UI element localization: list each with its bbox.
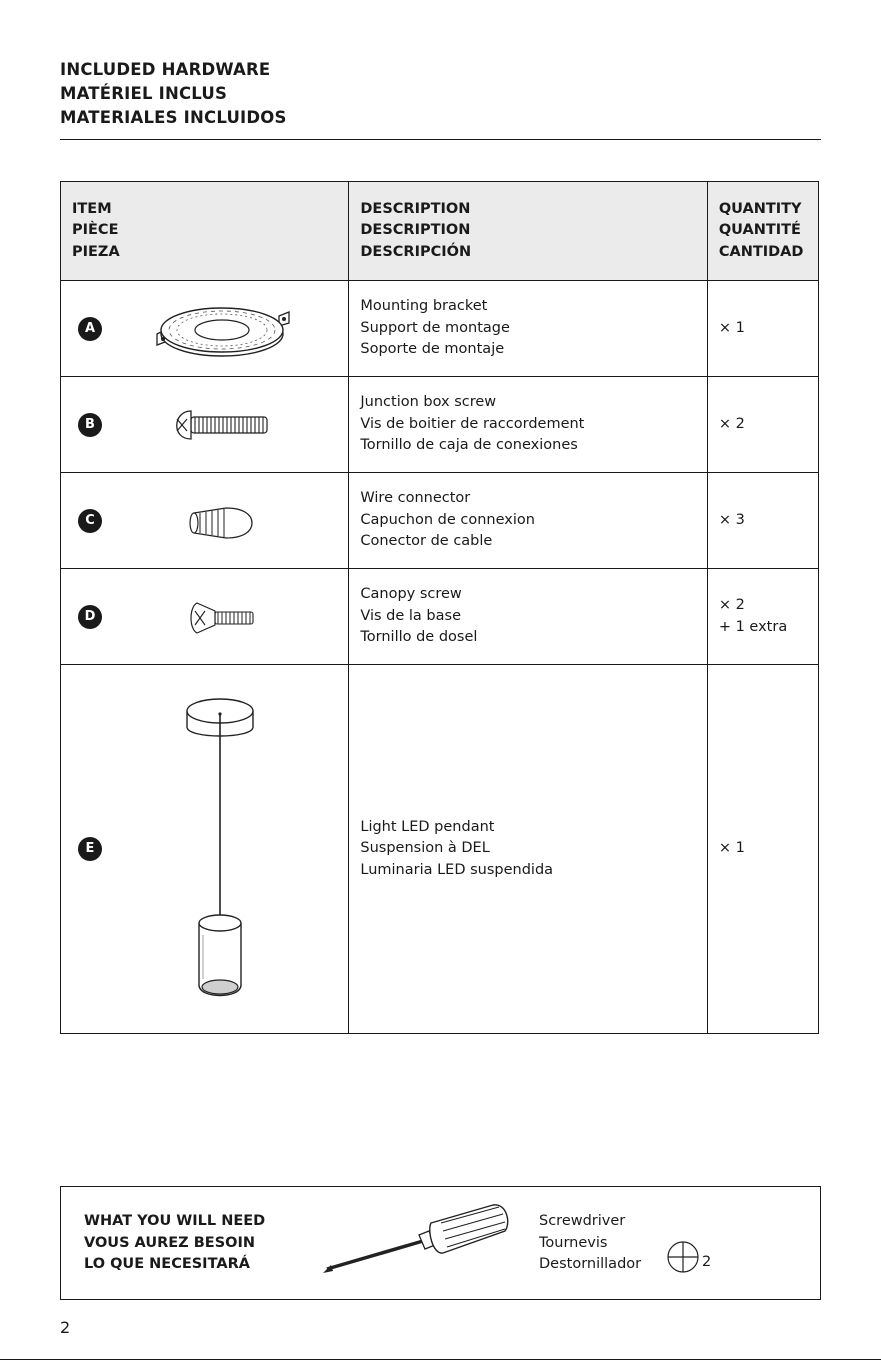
table-row [61,665,819,1034]
header-quantity-fr: QUANTITÉ [718,222,801,239]
tools-needed-title [84,1211,265,1276]
page-title [60,58,287,130]
description-en: Junction box screw [360,394,497,411]
description-cell [349,377,707,473]
wire-connector-icon [186,503,256,543]
item-letter-badge: A [78,317,102,341]
quantity-cell [707,473,818,569]
item-letter-badge: E [78,837,102,861]
tool-name-es: Destornillador [539,1256,642,1272]
screwdriver-icon [323,1201,511,1281]
item-letter-badge: D [78,605,102,629]
table-row [61,569,819,665]
description-es: Luminaria LED suspendida [360,861,554,878]
header-description-en: DESCRIPTION [360,200,471,217]
quantity-value: × 1 [718,840,745,857]
description-en: Light LED pendant [360,818,495,835]
description-es: Conector de cable [360,533,493,550]
description-cell [349,281,707,377]
quantity-extra: + 1 extra [718,618,788,635]
tool-name-fr: Tournevis [539,1234,608,1251]
title-english: INCLUDED HARDWARE [60,60,271,79]
description-es: Tornillo de dosel [360,629,478,646]
table-row [61,281,819,377]
description-fr: Support de montage [360,319,510,336]
header-quantity-es: CANTIDAD [718,243,804,260]
description-cell [349,473,707,569]
tools-needed-box [60,1186,821,1300]
item-cell [61,569,349,665]
header-item-es: PIEZA [72,243,120,260]
phillips-head-icon [666,1240,700,1274]
description-fr: Suspension à DEL [360,840,490,857]
page-bottom-divider [0,1359,881,1360]
quantity-value: × 2 [718,597,745,613]
phillips-size: 2 [702,1254,712,1270]
junction-box-screw-icon [169,407,271,443]
header-item-fr: PIÈCE [72,222,119,239]
header-description-es: DESCRIPCIÓN [360,243,472,260]
description-en: Canopy screw [360,586,462,603]
description-fr: Capuchon de connexion [360,511,535,528]
item-cell [61,665,349,1034]
hardware-table [60,181,819,1034]
led-pendant-icon [181,689,261,1009]
title-spanish: MATERIALES INCLUIDOS [60,108,287,127]
mounting-bracket-icon [149,298,294,360]
quantity-cell [707,569,818,665]
header-quantity-en: QUANTITY [718,200,802,217]
header-description-fr: DESCRIPTION [360,222,471,239]
description-en: Wire connector [360,490,471,507]
item-letter-badge: B [78,413,102,437]
quantity-value: × 1 [718,319,745,336]
description-cell [349,569,707,665]
tools-title-es: LO QUE NECESITARÁ [84,1256,250,1272]
tools-title-fr: VOUS AUREZ BESOIN [84,1234,255,1251]
header-item-en: ITEM [72,200,112,217]
item-cell [61,377,349,473]
tool-label [539,1211,641,1276]
quantity-value: × 2 [718,415,745,432]
item-cell [61,473,349,569]
tools-title-en: WHAT YOU WILL NEED [84,1213,266,1229]
item-letter-badge: C [78,509,102,533]
description-cell [349,665,707,1034]
title-french: MATÉRIEL INCLUS [60,84,228,103]
page-number: 2 [60,1318,71,1337]
column-header-description [349,182,707,281]
description-fr: Vis de la base [360,607,461,624]
description-fr: Vis de boitier de raccordement [360,415,585,432]
table-row [61,473,819,569]
table-header-row [61,182,819,281]
description-es: Tornillo de caja de conexiones [360,437,578,454]
table-row [61,377,819,473]
header-divider [60,139,821,140]
column-header-item [61,182,349,281]
quantity-cell [707,281,818,377]
canopy-screw-icon [187,601,257,635]
quantity-cell [707,377,818,473]
tool-name-en: Screwdriver [539,1213,626,1229]
description-es: Soporte de montaje [360,341,505,358]
item-cell [61,281,349,377]
quantity-value: × 3 [718,511,745,528]
column-header-quantity [707,182,818,281]
quantity-cell [707,665,818,1034]
description-en: Mounting bracket [360,298,488,315]
